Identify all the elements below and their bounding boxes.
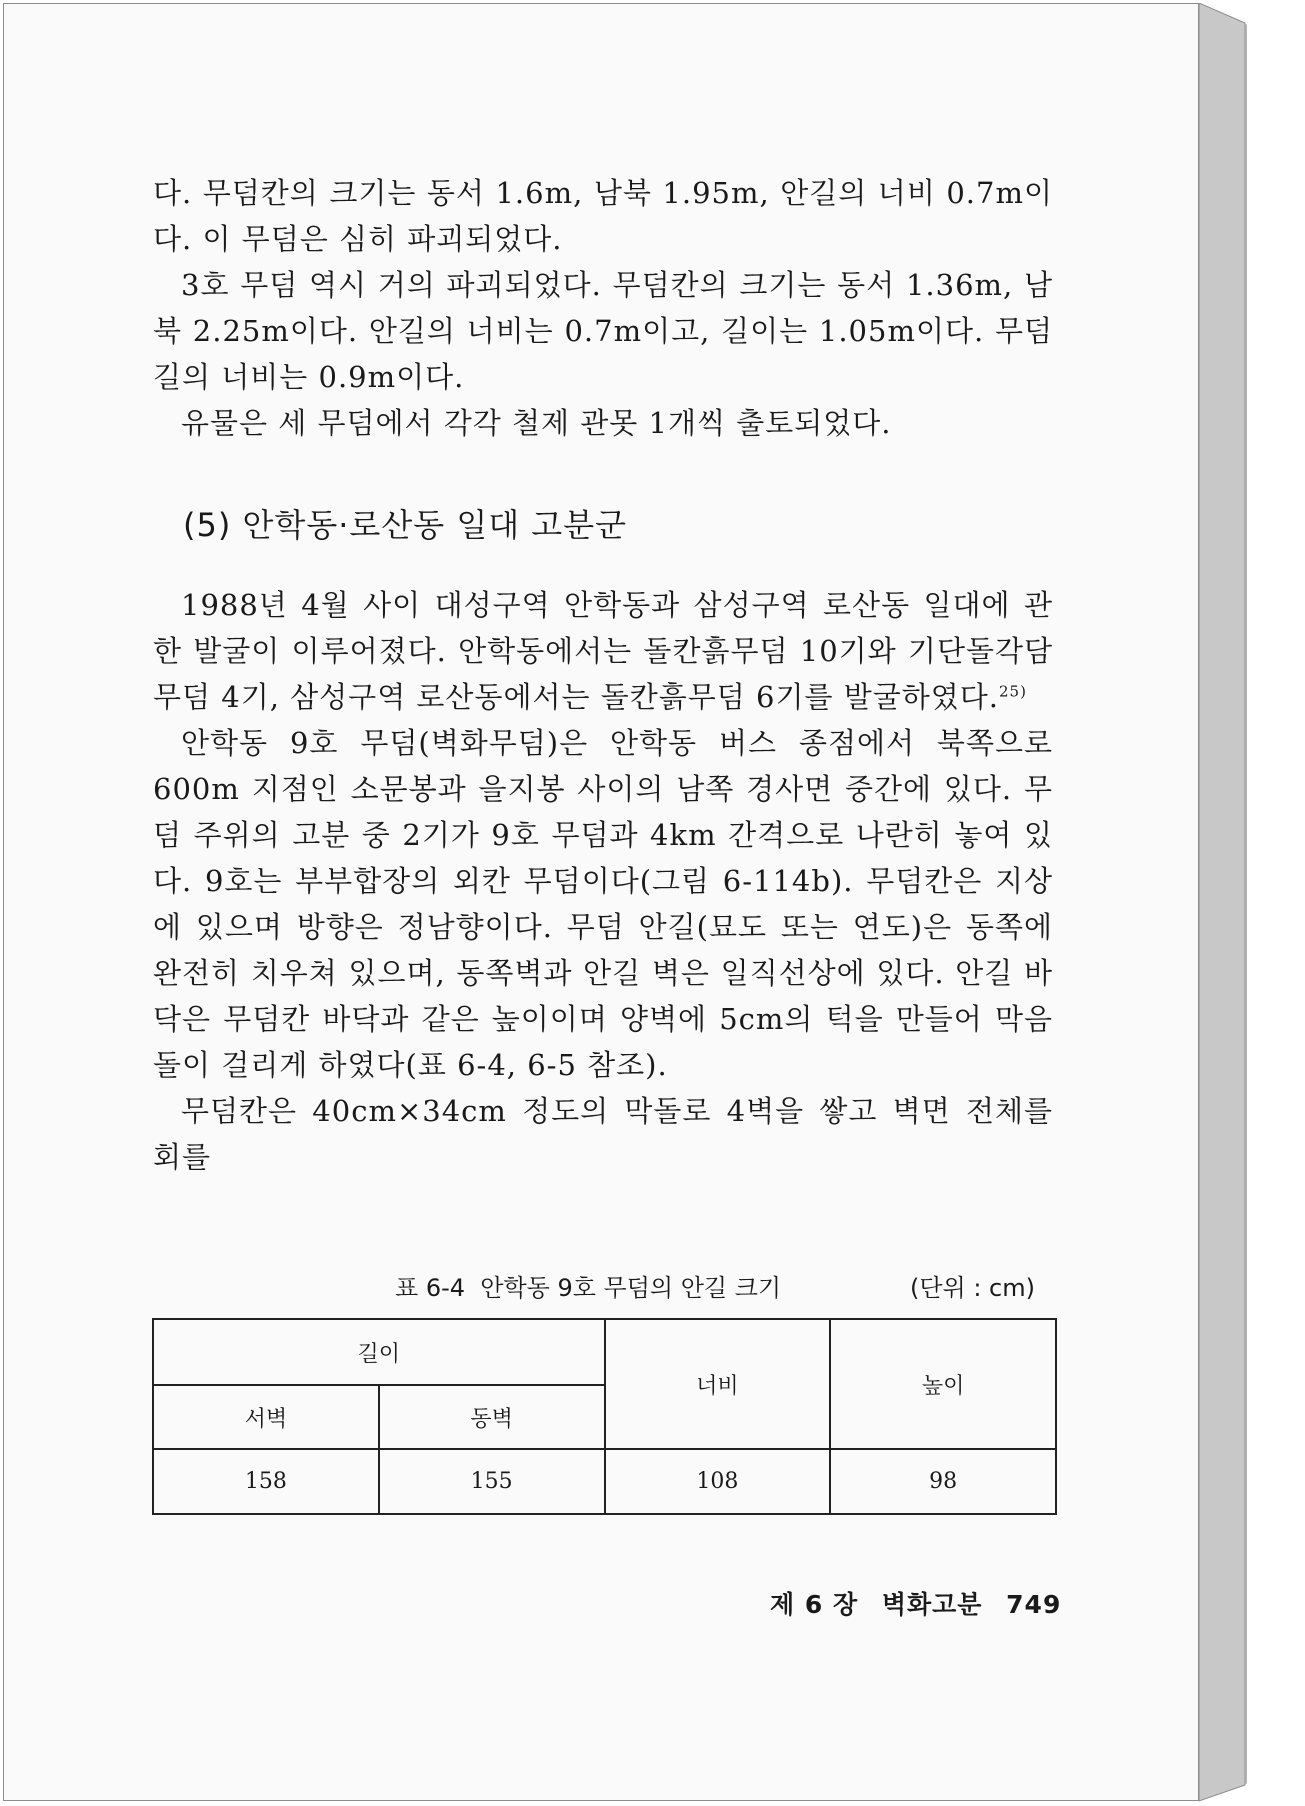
- data-table: [152, 1318, 1057, 1515]
- header-length: 길이: [153, 1319, 605, 1385]
- chapter-label: 제 6 장: [770, 1590, 859, 1619]
- paragraph: 다. 무덤칸의 크기는 동서 1.6m, 남북 1.95m, 안길의 너비 0.7m이다. 이 무덤은 심히 파괴되었다.: [153, 176, 1053, 256]
- header-west-wall: 서벽: [153, 1385, 379, 1449]
- table-row: [153, 1449, 1056, 1514]
- page-number: 749: [1006, 1590, 1062, 1619]
- paragraph: 무덤칸은 40cm×34cm 정도의 막돌로 4벽을 쌓고 벽면 전체를 회를: [153, 1094, 1053, 1174]
- paragraph: 3호 무덤 역시 거의 파괴되었다. 무덤칸의 크기는 동서 1.36m, 남북 2.25m이다. 안길의 너비는 0.7m이고, 길이는 1.05m이다. 무덤길의 너비는 0.9m이다.: [153, 268, 1053, 394]
- header-width: 너비: [605, 1319, 831, 1449]
- section-heading: (5) 안학동·로산동 일대 고분군: [183, 506, 628, 544]
- header-east-wall: 동벽: [379, 1385, 605, 1449]
- paragraph-text: 1988년 4월 사이 대성구역 안학동과 삼성구역 로산동 일대에 관한 발굴이 이루어졌다. 안학동에서는 돌칸흙무덤 10기와 기단돌각담무덤 4기, 삼성구역 로산동에서는 돌칸흙무덤 6기를 발굴하였다.: [153, 588, 1053, 714]
- body-text: [153, 170, 1053, 1180]
- table-cell: 98: [830, 1449, 1056, 1514]
- page-footer: [770, 1585, 1075, 1621]
- paragraph: 안학동 9호 무덤(벽화무덤)은 안학동 버스 종점에서 북쪽으로 600m 지점인 소문봉과 을지봉 사이의 남쪽 경사면 중간에 있다. 무덤 주위의 고분 중 2기가 9호 무덤과 4km 간격으로 나란히 놓여 있다. 9호는 부부합장의 외칸 무덤이다(그림 6-114b). 무덤칸은 지상에 있으며 방향은 정남향이다. 무덤 안길(묘도 또는 연도)은 동쪽에 완전히 치우쳐 있으며, 동쪽벽과 안길 벽은 일직선상에 있다. 안길 바닥은 무덤칸 바닥과 같은 높이이며 양벽에 5cm의 턱을 만들어 막음돌이 걸리게 하였다(표 6-4, 6-5 참조).: [153, 726, 1053, 1082]
- header-height: 높이: [830, 1319, 1056, 1449]
- footnote-mark: 25): [999, 682, 1027, 701]
- chapter-title: 벽화고분: [881, 1590, 983, 1619]
- paragraph: 유물은 세 무덤에서 각각 철제 관못 1개씩 출토되었다.: [181, 406, 892, 440]
- table-cell: 155: [379, 1449, 605, 1514]
- paragraph: [153, 582, 1053, 720]
- table-cell: 108: [605, 1449, 831, 1514]
- table-unit: (단위 : cm): [909, 1274, 1035, 1302]
- table-caption: [395, 1268, 1035, 1303]
- table-title: 표 6-4 안학동 9호 무덤의 안길 크기: [395, 1274, 782, 1302]
- table-cell: 158: [153, 1449, 379, 1514]
